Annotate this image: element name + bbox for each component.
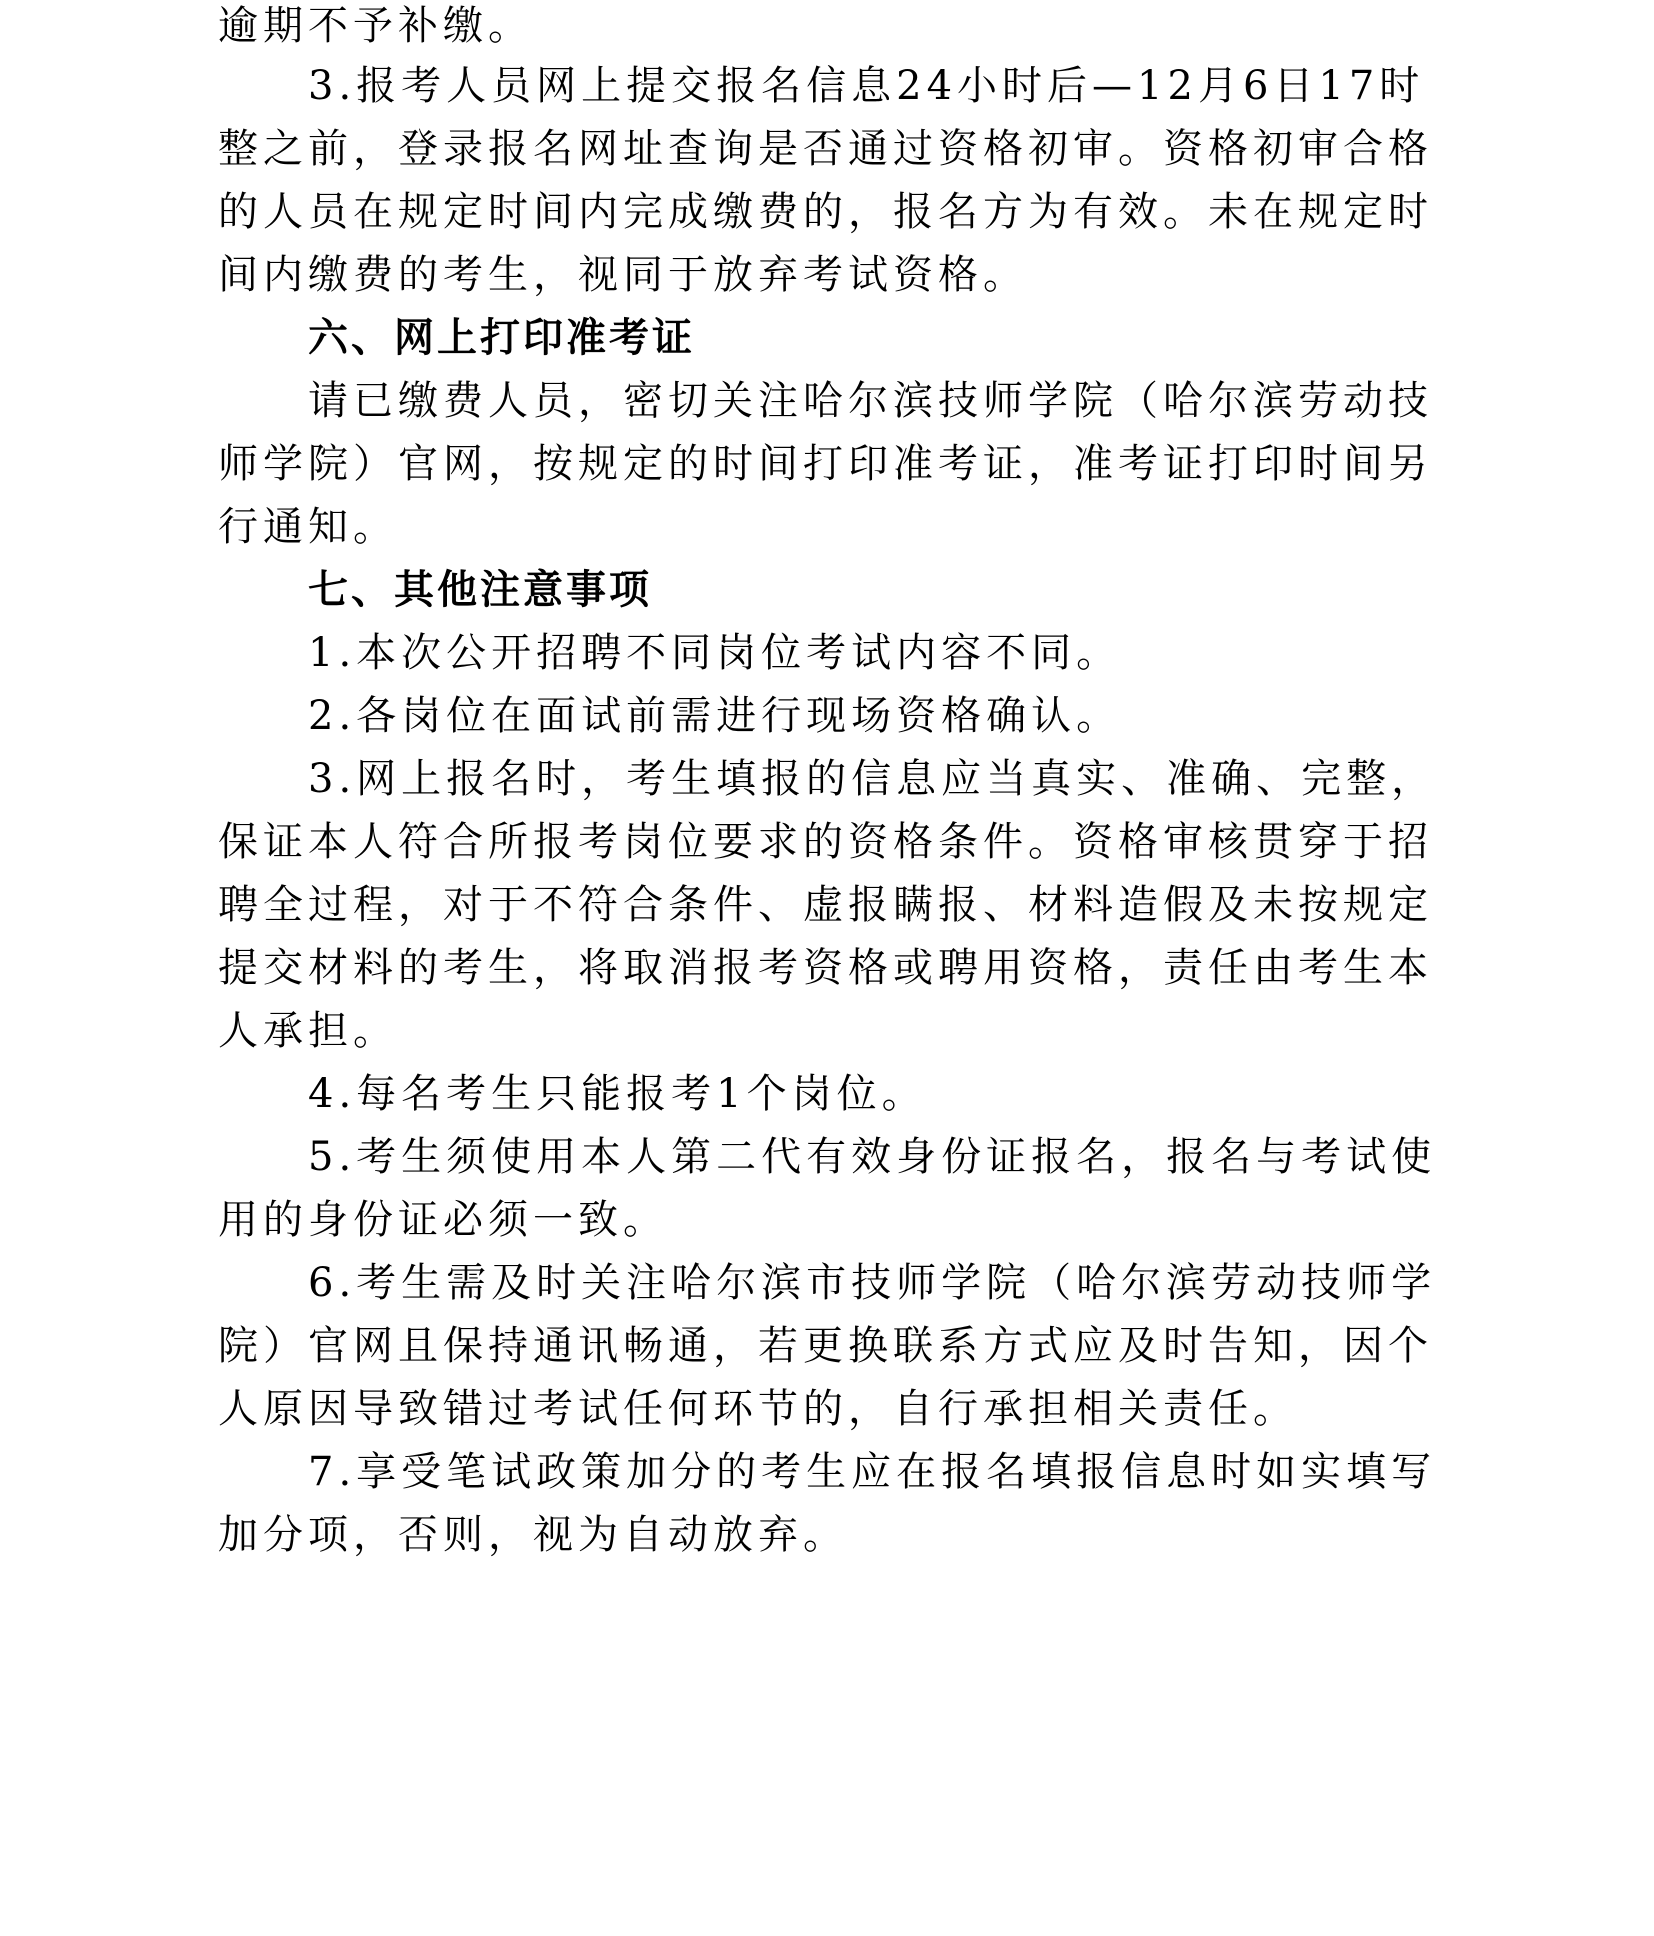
section-6-heading: 六、网上打印准考证 — [308, 315, 695, 361]
registration-item-3-line-3: 的人员在规定时间内完成缴费的，报名方为有效。未在规定时 — [218, 189, 1433, 235]
section-7-item-6-line-3: 人原因导致错过考试任何环节的，自行承担相关责任。 — [218, 1386, 1298, 1432]
continuation-line: 逾期不予补缴。 — [218, 3, 533, 49]
section-7-item-7-line-1: 7.享受笔试政策加分的考生应在报名填报信息时如实填写 — [308, 1449, 1437, 1495]
registration-item-3-line-2: 整之前，登录报名网址查询是否通过资格初审。资格初审合格 — [218, 126, 1433, 172]
section-6-line-1: 请已缴费人员，密切关注哈尔滨技师学院（哈尔滨劳动技 — [308, 378, 1433, 424]
section-7-item-2: 2.各岗位在面试前需进行现场资格确认。 — [308, 693, 1122, 739]
section-7-item-7-line-2: 加分项，否则，视为自动放弃。 — [218, 1512, 848, 1558]
section-6-line-3: 行通知。 — [218, 504, 398, 550]
section-7-item-1: 1.本次公开招聘不同岗位考试内容不同。 — [308, 630, 1122, 676]
section-7-item-3-line-5: 人承担。 — [218, 1008, 398, 1054]
registration-item-3-line-1: 3.报考人员网上提交报名信息24小时后—12月6日17时 — [308, 63, 1425, 109]
section-7-item-6-line-2: 院）官网且保持通讯畅通，若更换联系方式应及时告知，因个 — [218, 1323, 1433, 1369]
section-7-item-3-line-2: 保证本人符合所报考岗位要求的资格条件。资格审核贯穿于招 — [218, 819, 1433, 865]
registration-item-3-line-4: 间内缴费的考生，视同于放弃考试资格。 — [218, 252, 1028, 298]
section-7-item-3-line-3: 聘全过程，对于不符合条件、虚报瞒报、材料造假及未按规定 — [218, 882, 1433, 928]
section-7-item-5-line-1: 5.考生须使用本人第二代有效身份证报名，报名与考试使 — [308, 1134, 1437, 1180]
section-7-item-5-line-2: 用的身份证必须一致。 — [218, 1197, 668, 1243]
section-7-item-3-line-1: 3.网上报名时，考生填报的信息应当真实、准确、完整， — [308, 756, 1437, 802]
section-7-heading: 七、其他注意事项 — [308, 567, 652, 613]
section-7-item-4: 4.每名考生只能报考1个岗位。 — [308, 1071, 927, 1117]
section-6-line-2: 师学院）官网，按规定的时间打印准考证，准考证打印时间另 — [218, 441, 1433, 487]
section-7-item-3-line-4: 提交材料的考生，将取消报考资格或聘用资格，责任由考生本 — [218, 945, 1433, 991]
section-7-item-6-line-1: 6.考生需及时关注哈尔滨市技师学院（哈尔滨劳动技师学 — [308, 1260, 1437, 1306]
